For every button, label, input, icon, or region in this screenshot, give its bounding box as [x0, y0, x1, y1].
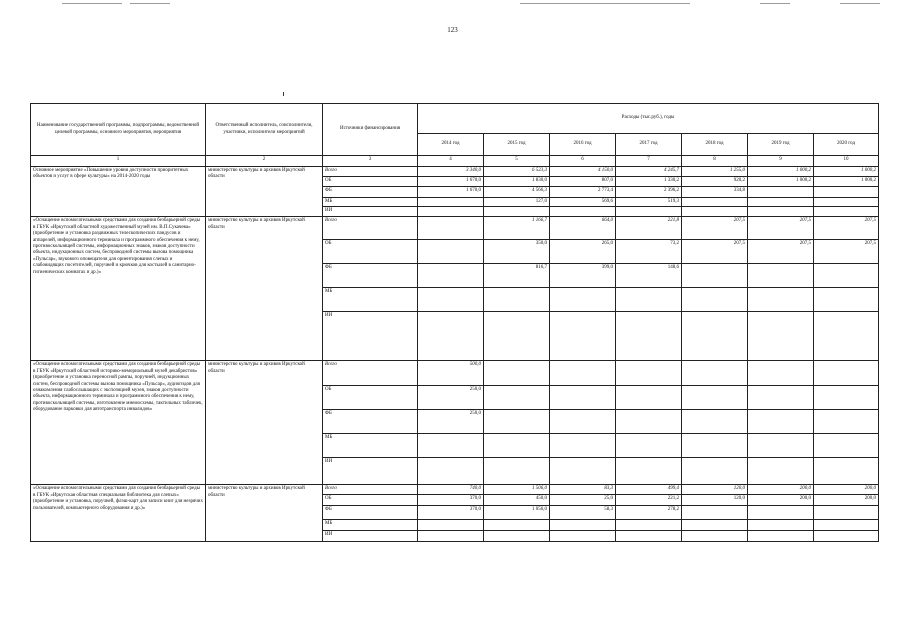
measure-executor: министерство культуры и архивов Иркутской области — [206, 217, 323, 361]
header-executor: Ответственный исполнитель, соисполнители, участники, исполнители мероприятий — [206, 104, 323, 156]
expense-value: 207,5 — [748, 217, 814, 240]
column-index: 3 — [323, 156, 418, 167]
expense-value — [748, 288, 814, 312]
expense-value — [748, 187, 814, 198]
expense-value — [418, 240, 484, 264]
expenses-table — [30, 103, 879, 542]
expense-value — [550, 410, 616, 434]
expense-value — [484, 531, 550, 542]
expense-value — [682, 312, 748, 361]
expense-value: 334,8 — [682, 187, 748, 198]
expense-value — [814, 361, 879, 386]
expense-value — [550, 288, 616, 312]
expense-value — [748, 198, 814, 207]
expense-value: 200,0 — [814, 485, 879, 495]
funding-source: Всего — [323, 167, 418, 177]
expense-value: 127,0 — [484, 198, 550, 207]
expense-value: 207,5 — [682, 217, 748, 240]
expense-value: 3 340,0 — [418, 167, 484, 177]
scan-artifact-line — [840, 3, 880, 4]
header-year: 2020 год — [814, 134, 879, 156]
expense-value: 1 670,0 — [418, 187, 484, 198]
expense-value: 500,0 — [418, 361, 484, 386]
header-year: 2017 год — [616, 134, 682, 156]
funding-source: МБ — [323, 288, 418, 312]
expense-value: 207,5 — [814, 217, 879, 240]
expense-value: 1 000,2 — [814, 177, 879, 187]
expense-value — [748, 531, 814, 542]
expense-value: 1 166,7 — [484, 217, 550, 240]
funding-source: Всего — [323, 361, 418, 386]
scan-artifact-line — [62, 3, 122, 4]
funding-source: ИИ — [323, 207, 418, 217]
expense-value — [814, 458, 879, 485]
measure-executor: министерство культуры и архивов Иркутской области — [206, 167, 323, 217]
expense-value — [748, 386, 814, 410]
expense-value — [616, 458, 682, 485]
scan-artifact-line — [760, 3, 790, 4]
expense-value — [418, 217, 484, 240]
expense-value: 73,2 — [616, 240, 682, 264]
expense-value: 221,2 — [616, 495, 682, 506]
expense-value: 83,3 — [550, 485, 616, 495]
expense-value: 1 830,0 — [484, 177, 550, 187]
measure-description: «Оснащение вспомогательными средствами для создания безбарьерной среды в ГБУК «Иркутский областной художественный музей им. В.П.Сукачева» (приобретение и установка раздвижных телескопических пандусов и аппарелей, информационного терминала и программного обеспечения к нему, противоскользящей системы, информационных знаков, знаков доступности объекта, индукционных систем, беспроводной системы вызова помощника «Пульсар», звукового оповещателя для ориентирования слепых и слабовидящих посетителей, поручней и крючков для костылей в санитарно-гигиенических комнатах и др.)» — [31, 217, 206, 361]
expense-value: 278,2 — [616, 506, 682, 520]
expense-value: 450,0 — [484, 495, 550, 506]
funding-source: ФБ — [323, 506, 418, 520]
expense-value — [616, 207, 682, 217]
expense-value — [682, 361, 748, 386]
column-index: 8 — [682, 156, 748, 167]
expense-value: 1 330,2 — [616, 177, 682, 187]
table-row — [31, 167, 879, 177]
expense-value: 569,6 — [550, 198, 616, 207]
expense-value — [814, 410, 879, 434]
expense-value — [418, 312, 484, 361]
expense-value: 58,3 — [550, 506, 616, 520]
expense-value: 4 150,0 — [550, 167, 616, 177]
expense-value — [616, 312, 682, 361]
expense-value: 350,0 — [484, 240, 550, 264]
expense-value: 265,0 — [550, 240, 616, 264]
expense-value — [814, 506, 879, 520]
funding-source: МБ — [323, 198, 418, 207]
expense-value — [616, 531, 682, 542]
expense-value — [484, 361, 550, 386]
scan-artifact-line — [130, 3, 170, 4]
table-row — [31, 217, 879, 240]
expense-value — [484, 386, 550, 410]
expense-value — [748, 361, 814, 386]
expense-value — [550, 361, 616, 386]
column-index: 2 — [206, 156, 323, 167]
expense-value — [682, 410, 748, 434]
header-source: Источники финансирования — [323, 104, 418, 156]
expense-value — [418, 207, 484, 217]
scan-artifact-line — [520, 3, 690, 4]
expense-value — [616, 288, 682, 312]
header-year: 2018 год — [682, 134, 748, 156]
expense-value — [814, 520, 879, 531]
expense-value — [814, 434, 879, 458]
table-row — [31, 485, 879, 495]
expense-value: 250,0 — [418, 386, 484, 410]
funding-source: ФБ — [323, 187, 418, 198]
expense-value: 2 773,4 — [550, 187, 616, 198]
expense-value: 4 566,3 — [484, 187, 550, 198]
expense-value — [682, 386, 748, 410]
expense-value: 250,0 — [418, 410, 484, 434]
expense-value — [682, 264, 748, 288]
expense-value — [748, 506, 814, 520]
expense-value: 807,0 — [550, 177, 616, 187]
expense-value: 370,0 — [418, 506, 484, 520]
expense-value — [814, 386, 879, 410]
expense-value — [682, 458, 748, 485]
expense-value — [682, 506, 748, 520]
expense-value: 816,7 — [484, 264, 550, 288]
expense-value: 519,3 — [616, 198, 682, 207]
expense-value: 499,4 — [616, 485, 682, 495]
expense-value: 120,0 — [682, 485, 748, 495]
expense-value — [814, 312, 879, 361]
expense-value — [616, 410, 682, 434]
expense-value: 1 506,0 — [484, 485, 550, 495]
expense-value: 1 255,0 — [682, 167, 748, 177]
expense-value — [682, 434, 748, 458]
table-body — [31, 167, 879, 542]
expense-value: 200,0 — [814, 495, 879, 506]
column-index: 5 — [484, 156, 550, 167]
funding-source: ОБ — [323, 386, 418, 410]
expense-value — [550, 312, 616, 361]
expense-value — [682, 207, 748, 217]
table-row — [31, 361, 879, 386]
expense-value — [418, 288, 484, 312]
expense-value: 120,0 — [682, 495, 748, 506]
column-index: 6 — [550, 156, 616, 167]
funding-source: ФБ — [323, 410, 418, 434]
expense-value — [484, 207, 550, 217]
expense-value: 221,8 — [616, 217, 682, 240]
expense-value: 1 000,2 — [748, 167, 814, 177]
funding-source: МБ — [323, 434, 418, 458]
expense-value — [550, 207, 616, 217]
expense-value: 200,0 — [748, 495, 814, 506]
funding-source: ИИ — [323, 531, 418, 542]
header-year: 2014 год — [418, 134, 484, 156]
expense-value — [682, 520, 748, 531]
funding-source: Всего — [323, 217, 418, 240]
expense-value — [682, 288, 748, 312]
expense-value — [748, 434, 814, 458]
expense-value — [418, 531, 484, 542]
column-index: 7 — [616, 156, 682, 167]
expense-value — [418, 520, 484, 531]
expense-value: 207,5 — [748, 240, 814, 264]
measure-description: Основное мероприятие «Повышение уровня доступности приоритетных объектов и услуг в сфере культуры» на 2014-2020 годы — [31, 167, 206, 217]
header-expenses: Расходы (тыс.руб.), годы — [418, 104, 879, 134]
expense-value — [418, 458, 484, 485]
column-index: 10 — [814, 156, 879, 167]
header-year: 2015 год — [484, 134, 550, 156]
header-year: 2016 год — [550, 134, 616, 156]
funding-source: ИИ — [323, 458, 418, 485]
expense-value — [550, 386, 616, 410]
expense-value — [748, 458, 814, 485]
funding-source: ОБ — [323, 240, 418, 264]
measure-executor: министерство культуры и архивов Иркутской области — [206, 361, 323, 485]
column-index: 1 — [31, 156, 206, 167]
expense-value — [484, 288, 550, 312]
funding-source: МБ — [323, 520, 418, 531]
expense-value — [748, 520, 814, 531]
expense-value: 6 523,3 — [484, 167, 550, 177]
scan-mark — [283, 92, 284, 96]
funding-source: ФБ — [323, 264, 418, 288]
expense-value: 399,0 — [550, 264, 616, 288]
header-name: Наименование государственной программы, подпрограммы, ведомственной целевой программы, основного мероприятия, мероприятия — [31, 104, 206, 156]
expense-value — [550, 434, 616, 458]
expense-value: 740,0 — [418, 485, 484, 495]
expense-value — [418, 198, 484, 207]
measure-executor: министерство культуры и архивов Иркутской области — [206, 485, 323, 542]
expense-value: 207,5 — [682, 240, 748, 264]
expense-value — [418, 434, 484, 458]
page-number: 123 — [447, 26, 458, 34]
expense-value — [550, 458, 616, 485]
expense-value — [748, 207, 814, 217]
expense-value — [616, 434, 682, 458]
expense-value: 1 000,2 — [814, 167, 879, 177]
expense-value — [814, 264, 879, 288]
expense-value — [682, 198, 748, 207]
expense-value — [550, 520, 616, 531]
expense-value — [748, 312, 814, 361]
expense-value: 920,2 — [682, 177, 748, 187]
funding-source: ОБ — [323, 177, 418, 187]
expense-value: 148,6 — [616, 264, 682, 288]
expense-value — [748, 264, 814, 288]
expense-value: 25,0 — [550, 495, 616, 506]
expense-value — [484, 520, 550, 531]
expense-value: 2 396,2 — [616, 187, 682, 198]
expense-value: 207,5 — [814, 240, 879, 264]
funding-source: ОБ — [323, 495, 418, 506]
expense-value: 370,0 — [418, 495, 484, 506]
expense-value — [484, 312, 550, 361]
measure-description: «Оснащение вспомогательными средствами для создания безбарьерной среды в ГБУК «Иркутский областной историко-мемориальный музей декабристов» (приобретение и установка переносной рампы, поручней, индукционных систем, беспроводной системы вызова помощника «Пульсар», аудиогидов для ознакомления слабослышащих с экспозицией музея, знаков доступности объекта, информационного терминала и программного обеспечения к нему, противоскользящей системы, изготовление мнемосхемы, тактильных табличек, оборудование парковки для автотранспорта инвалидов» — [31, 361, 206, 485]
expense-value — [814, 207, 879, 217]
funding-source: ИИ — [323, 312, 418, 361]
expense-value: 1 670,0 — [418, 177, 484, 187]
expense-value — [814, 531, 879, 542]
header-year: 2019 год — [748, 134, 814, 156]
expense-value: 1 000,2 — [748, 177, 814, 187]
expense-value: 4 245,7 — [616, 167, 682, 177]
expense-value — [484, 434, 550, 458]
expense-value — [748, 410, 814, 434]
measure-description: «Оснащение вспомогательными средствами для создания безбарьерной среды в ГБУК «Иркутская областная специальная библиотека для слепых» (приобретение и установка, поручней, флэш-карт для записи книг для незрячих пользователей, компьютерного оборудования и др.)» — [31, 485, 206, 542]
expense-value: 200,0 — [748, 485, 814, 495]
expense-value — [682, 531, 748, 542]
expense-value — [550, 531, 616, 542]
column-index: 4 — [418, 156, 484, 167]
column-index: 9 — [748, 156, 814, 167]
expense-value — [616, 386, 682, 410]
expense-value — [484, 410, 550, 434]
expense-value: 1 056,0 — [484, 506, 550, 520]
expense-value — [418, 264, 484, 288]
expense-value — [616, 361, 682, 386]
expense-value — [814, 288, 879, 312]
expense-value: 664,0 — [550, 217, 616, 240]
expense-value — [484, 458, 550, 485]
expense-value — [814, 187, 879, 198]
expense-value — [616, 520, 682, 531]
funding-source: Всего — [323, 485, 418, 495]
expense-value — [814, 198, 879, 207]
